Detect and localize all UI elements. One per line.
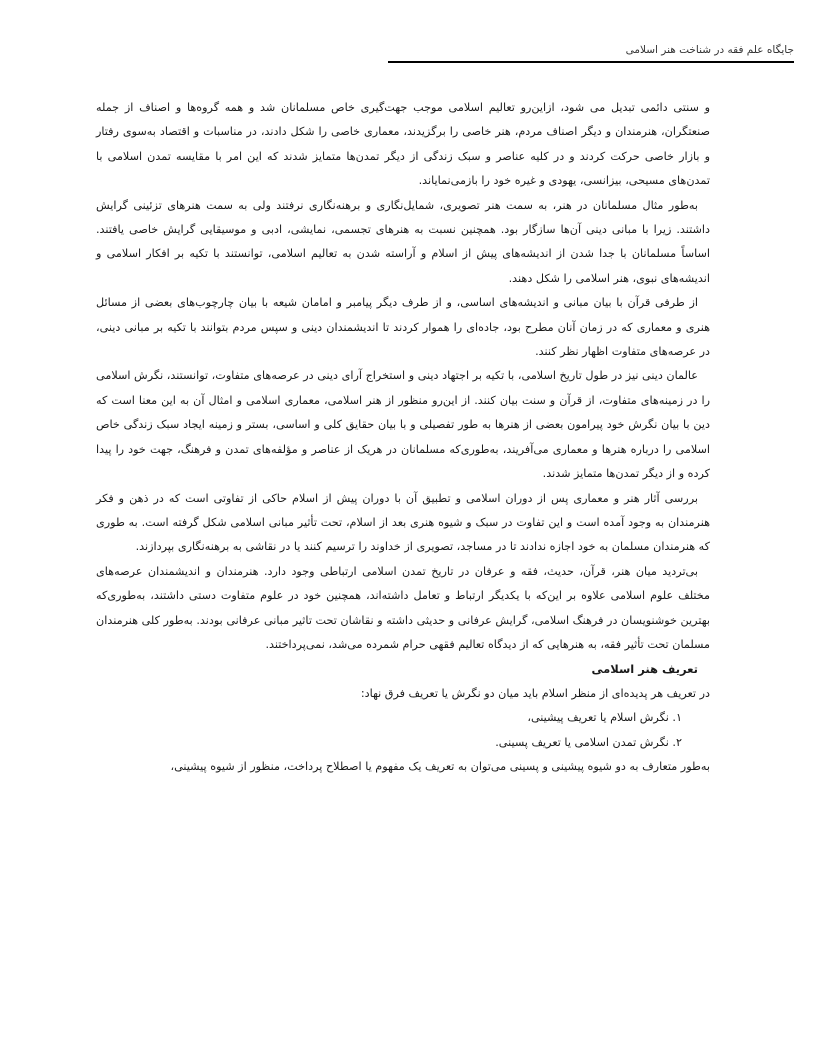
paragraph: بی‌تردید میان هنر، قرآن، حدیث، فقه و عرفان در تاریخ تمدن اسلامی ارتباطی وجود دارد. هنرمندان و اندیشمندان عرصه‌های مختلف علوم اسلامی علاوه بر این‌که با یکدیگر ارتباط و تعامل داشته‌اند، همچنین خود در علوم متفاوت دستی داشتند، به‌طوری‌که بهترین خوشنویسان در فرهنگ اسلامی، گرایش عرفانی و حدیثی داشته و نقاشان تحت تاثیر مبانی عرفانی بودند. به‌طور کلی هنرمندان مسلمان تحت تأثیر فقه، به هنرهایی که از دیدگاه تعالیم فقهی حرام شمرده می‌شد، نمی‌پرداختند.: [96, 564, 710, 651]
paragraph: از طرفی قرآن با بیان مبانی و اندیشه‌های اساسی، و از طرف دیگر پیامبر و امامان شیعه با بیان چارچوب‌های بعضی از مسائل هنری و معماری که در زمان آنان مطرح بود، جاده‌ای را هموار کردند تا اندیشمندان دینی و سپس مردم بتوانند با تکیه بر مبانی دینی، در عرصه‌های متفاوت اظهار نظر کنند.: [96, 296, 710, 359]
body-text: [96, 96, 710, 779]
section-heading: تعریف هنر اسلامی: [591, 662, 698, 677]
section-intro: در تعریف هر پدیده‌ای از منظر اسلام باید میان دو نگرش یا تعریف فرق نهاد:: [360, 686, 710, 700]
running-header-title: جایگاه علم فقه در شناخت هنر اسلامی: [625, 44, 794, 56]
paragraph: و سنتی دائمی تبدیل می شود، ازاین‌رو تعالیم اسلامی موجب جهت‌گیری خاص مسلمانان شد و همه گروه‌ها و اصناف از جمله صنعتگران، هنرمندان و دیگر اصناف مردم، هنر خاصی را برگزیدند، معماری خاصی را شکل دادند، در مناسبات و اقتصاد به‌سوی رفتار و بازار خاصی حرکت کردند و در کلیه عناصر و سبک زندگی از دیگر تمدن‌ها متمایز شدند که این امر با مقایسه تمدن اسلامی با تمدن‌های مسیحی، بیزانسی، یهودی و غیره خود را بازمی‌نمایاند.: [96, 101, 710, 188]
header-rule: [388, 61, 794, 63]
paragraph: بررسی آثار هنر و معماری پس از دوران اسلامی و تطبیق آن با دوران پیش از اسلام حاکی از تفاوتی است که در ذهن و فکر هنرمندان به وجود آمده است و این تفاوت در سبک و شیوه هنری بعد از اسلام، تحت تأثیر مبانی اسلامی شکل گرفته است. به طوری که هنرمندان مسلمان به خود اجازه ندادند تا در مساجد، تصویری از خداوند را ترسیم کنند یا در نقاشی به برهنه‌نگاری بپردازند.: [96, 491, 710, 554]
paragraph: عالمان دینی نیز در طول تاریخ اسلامی، با تکیه بر اجتهاد دینی و استخراج آرای دینی در عرصه‌های متفاوت، توانستند، نگرش اسلامی را در زمینه‌های متفاوت، از قرآن و سنت بیان کنند. از این‌رو منظور از هنر اسلامی، معماری اسلامی و امثال آن به این معنا است که دین با بیان نگرش خود پیرامون بعضی از هنرها به طور تفصیلی و با بیان حقایق کلی و اساسی، بستر و زمینه ایجاد سبک زندگی خاص اسلامی را درباره هنرها و معماری می‌آفریند، به‌طوری‌که مسلمانان در هریک از عناصر و مؤلفه‌های تمدن و فرهنگ، جهت خود را پیدا کرده و از دیگر تمدن‌ها متمایز شدند.: [96, 369, 710, 481]
list-item: ۱. نگرش اسلام یا تعریف پیشینی،: [527, 711, 682, 725]
paragraph: به‌طور مثال مسلمانان در هنر، به سمت هنر تصویری، شمایل‌نگاری و برهنه‌نگاری نرفتند ولی به سمت هنرهای تزئینی گرایش داشتند. زیرا با مبانی دینی آن‌ها سازگار بود. همچنین نسبت به هنرهای تجسمی، نمایشی، ادبی و موسیقایی گرایش خاصی یافتند. اساساً مسلمانان با جدا شدن از اندیشه‌های پیش از اسلام و آراسته شدن به تعالیم اسلامی، توانستند با تکیه بر افکار اسلامی و اندیشه‌های نبوی، هنر اسلامی را شکل دهند.: [96, 198, 710, 285]
list-item: ۲. نگرش تمدن اسلامی یا تعریف پسینی.: [495, 735, 682, 749]
section-closing: به‌طور متعارف به دو شیوه پیشینی و پسینی می‌توان به تعریف یک مفهوم یا اصطلاح پرداخت، منظور از شیوه پیشینی،: [170, 759, 710, 773]
